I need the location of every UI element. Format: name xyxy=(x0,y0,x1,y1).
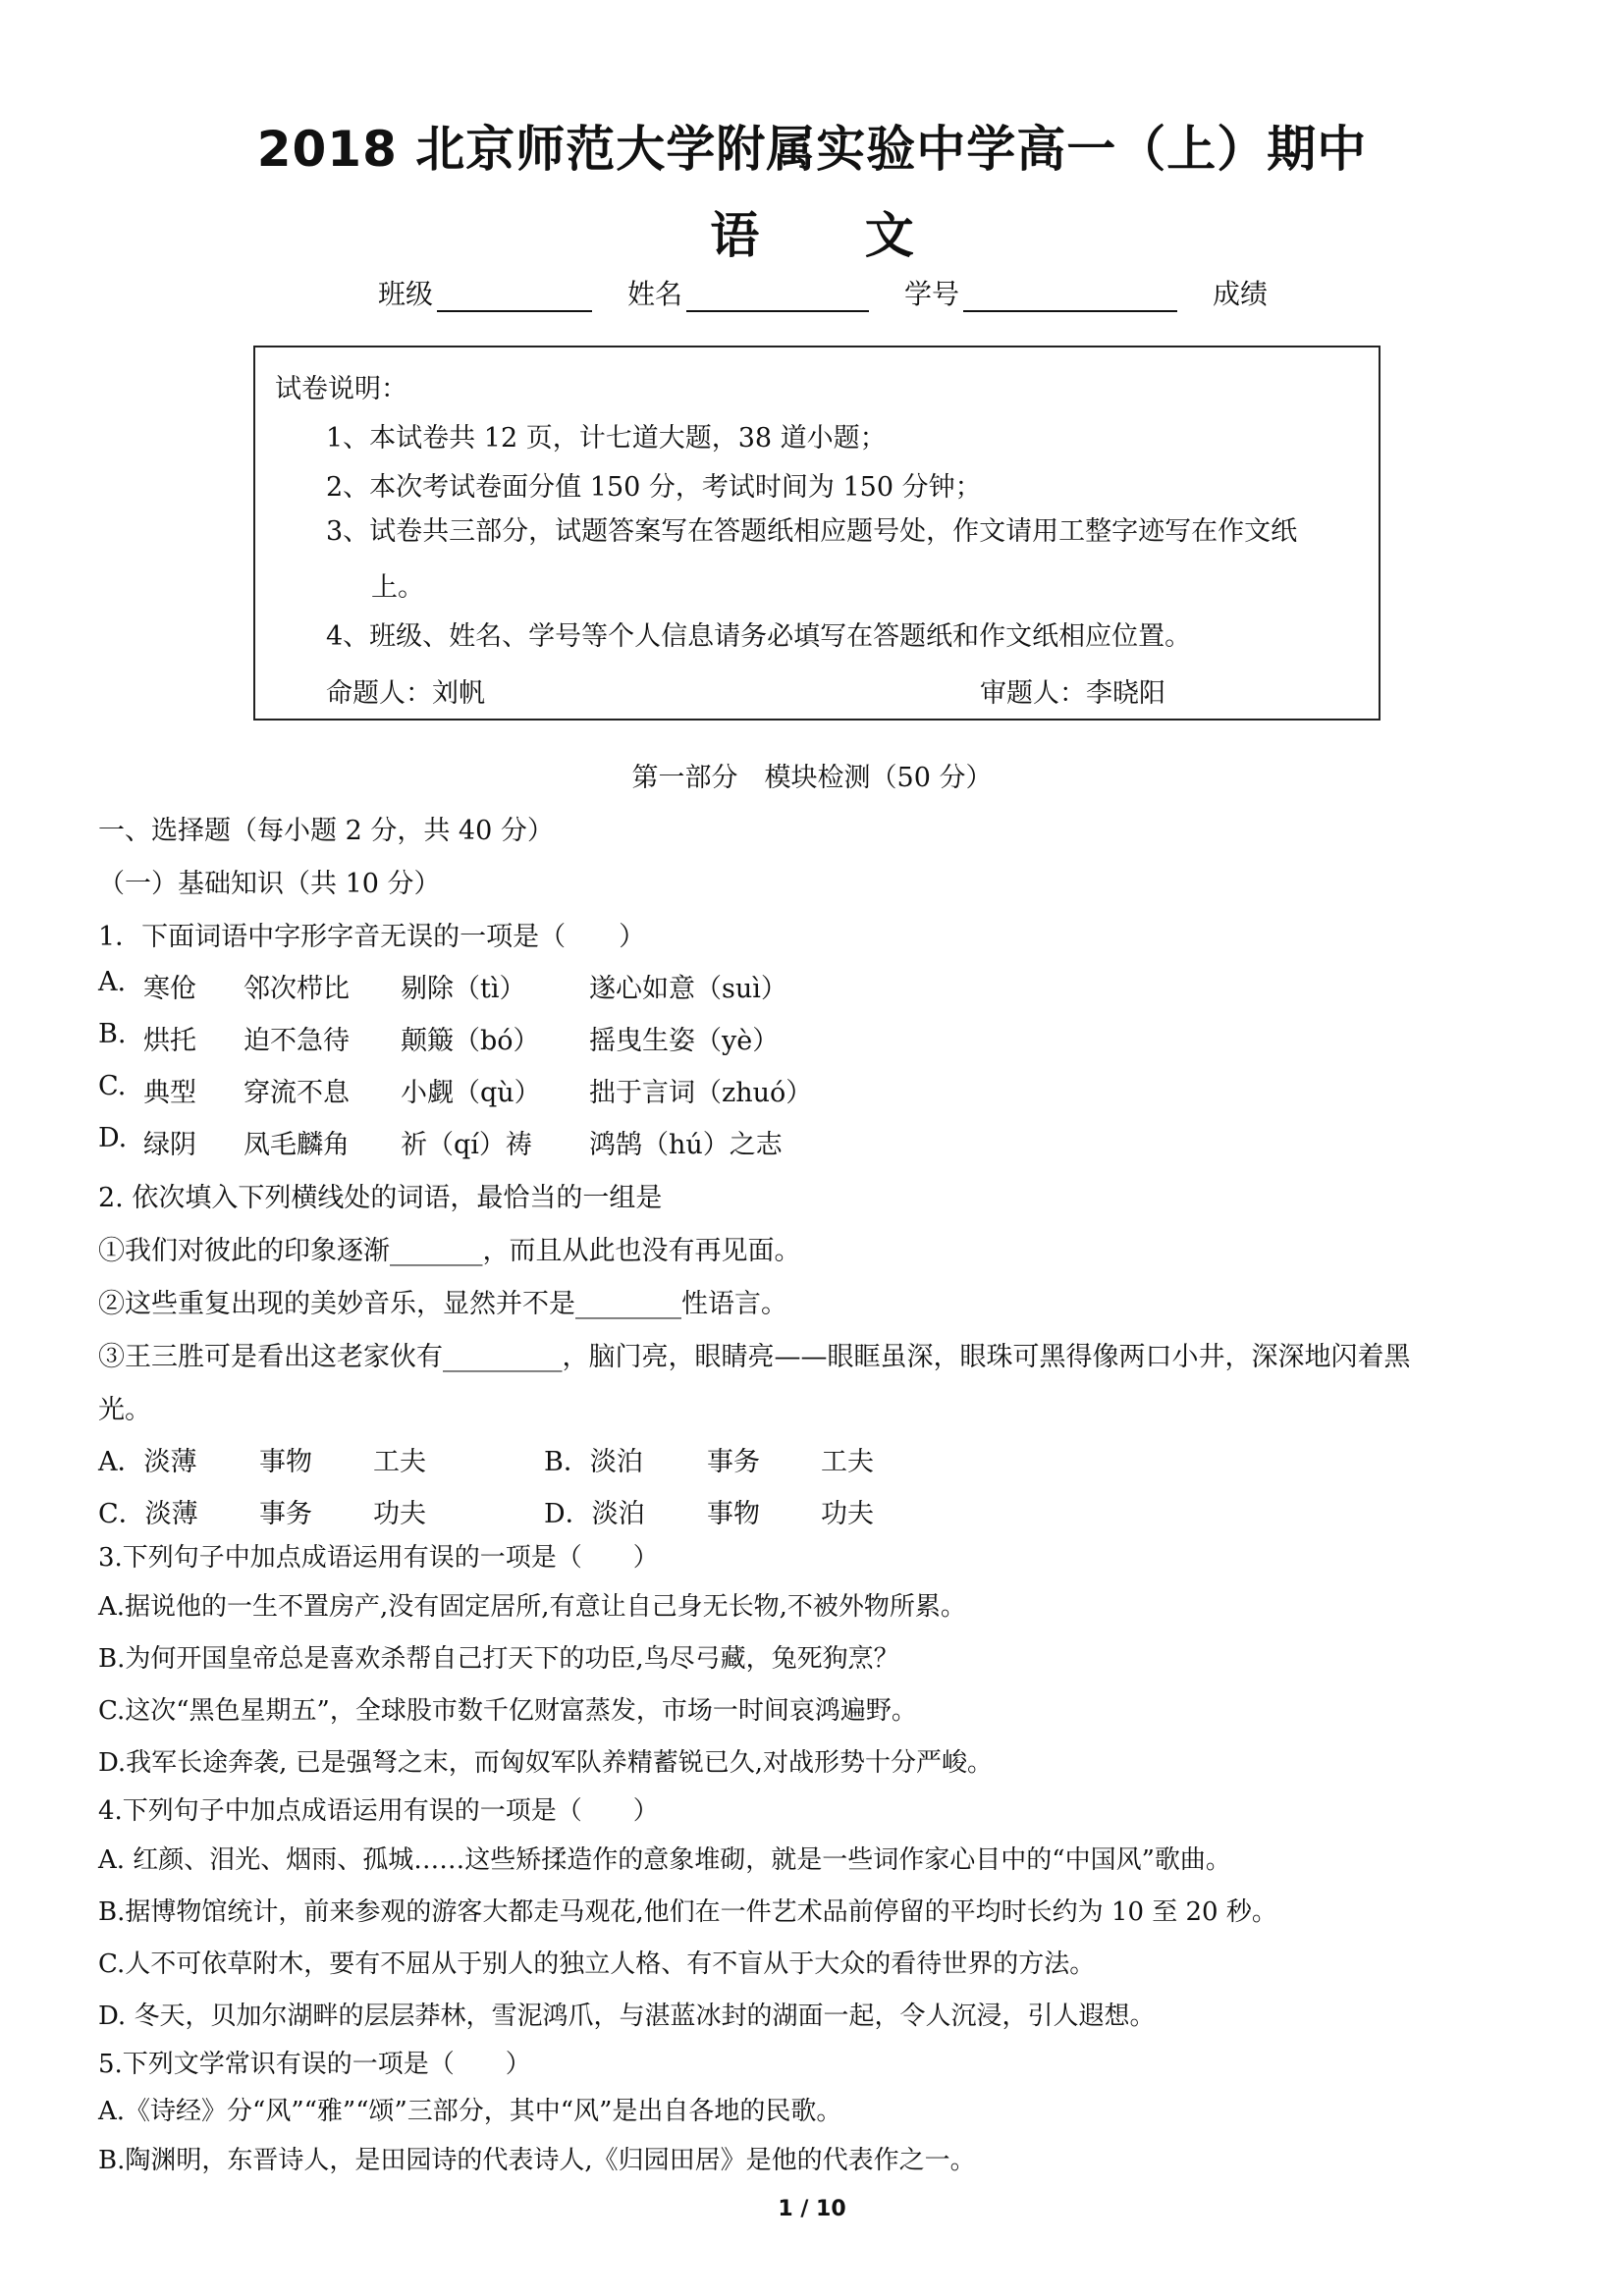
option-c-word-3: 小觑（qù） xyxy=(401,1078,541,1108)
notice-item: 4、班级、姓名、学号等个人信息请务必填写在答题纸和作文纸相应位置。 xyxy=(326,621,1192,652)
question-4-option-b: B.据博物馆统计，前来参观的游客大都走马观花,他们在一件艺术品前停留的平均时长约为 10 至 20 秒。 xyxy=(98,1897,1277,1927)
option-c-word-2: 穿流不息 xyxy=(244,1078,350,1108)
question-2-stem: 2. 依次填入下列横线处的词语，最恰当的一组是 xyxy=(98,1183,663,1213)
option-c-word-3: 功夫 xyxy=(373,1499,426,1529)
name-label: 姓名 xyxy=(627,278,683,310)
question-4-stem: 4.下列句子中加点成语运用有误的一项是（ ） xyxy=(98,1796,659,1826)
option-d-word-4: 鸿鹄（hú）之志 xyxy=(589,1130,783,1160)
question-2-sentence-1: ①我们对彼此的印象逐渐_______，而且从此也没有再见面。 xyxy=(98,1236,801,1266)
question-2-sentence-2: ②这些重复出现的美妙音乐，显然并不是________性语言。 xyxy=(98,1289,787,1319)
option-d-word-3: 功夫 xyxy=(821,1499,874,1529)
exam-title: 2018 北京师范大学附属实验中学高一（上）期中 xyxy=(256,121,1368,178)
option-d-letter: D. xyxy=(98,1123,128,1153)
option-d-word-1: 绿阴 xyxy=(143,1130,196,1160)
notice-item: 1、本试卷共 12 页，计七道大题，38 道小题； xyxy=(326,423,887,454)
option-c: C．淡薄 xyxy=(98,1499,198,1529)
option-c-letter: C. xyxy=(98,1071,127,1101)
subject-title: 语 文 xyxy=(710,207,914,264)
class-blank[interactable] xyxy=(437,285,592,312)
option-a-letter: A. xyxy=(98,967,127,997)
option-d: D．淡泊 xyxy=(544,1499,645,1529)
section-heading: 一、选择题（每小题 2 分，共 40 分） xyxy=(98,816,554,846)
option-c-word-2: 事务 xyxy=(259,1499,312,1529)
question-4-option-d: D. 冬天，贝加尔湖畔的层层莽林，雪泥鸿爪，与湛蓝冰封的湖面一起，令人沉浸，引人遐想。 xyxy=(98,2002,1156,2031)
question-1-stem: 1．下面词语中字形字音无误的一项是（ ） xyxy=(98,922,646,952)
option-a-word-2: 事物 xyxy=(259,1447,312,1477)
question-3-option-c: C.这次“黑色星期五”，全球股市数千亿财富蒸发，市场一时间哀鸿遍野。 xyxy=(98,1696,917,1726)
page-number: 1 / 10 xyxy=(778,2197,846,2221)
question-2-sentence-3-cont: 光。 xyxy=(98,1395,151,1425)
option-a-word-4: 遂心如意（suì） xyxy=(589,974,787,1004)
notice-item: 上。 xyxy=(371,572,424,603)
student-id-label: 学号 xyxy=(904,278,960,310)
part-heading: 第一部分 模块检测（50 分） xyxy=(631,763,993,793)
question-3-stem: 3.下列句子中加点成语运用有误的一项是（ ） xyxy=(98,1543,659,1573)
question-5-option-b: B.陶渊明，东晋诗人，是田园诗的代表诗人,《归园田居》是他的代表作之一。 xyxy=(98,2146,976,2175)
option-a-word-2: 邻次栉比 xyxy=(244,974,350,1004)
option-d-word-2: 凤毛麟角 xyxy=(244,1130,350,1160)
question-3-option-a: A.据说他的一生不置房产,没有固定居所,有意让自己身无长物,不被外物所累。 xyxy=(98,1592,966,1622)
option-a: A．淡薄 xyxy=(98,1447,197,1477)
option-a-word-3: 剔除（tì） xyxy=(401,974,526,1004)
exam-notice-box xyxy=(253,346,1380,721)
option-d-word-3: 祈（qí）祷 xyxy=(401,1130,532,1160)
option-c-word-4: 拙于言词（zhuó） xyxy=(589,1078,813,1108)
option-a-word-1: 寒伧 xyxy=(143,974,196,1004)
question-2-sentence-3: ③王三胜可是看出这老家伙有_________，脑门亮，眼睛亮——眼眶虽深，眼珠可黑得像两口小井，深深地闪着黑 xyxy=(98,1342,1411,1372)
author-credit: 命题人：刘帆 xyxy=(326,678,485,709)
student-id-blank[interactable] xyxy=(963,285,1177,312)
option-b-word-3: 工夫 xyxy=(821,1447,874,1477)
option-b-word-1: 烘托 xyxy=(143,1026,196,1056)
question-3-option-b: B.为何开国皇帝总是喜欢杀帮自己打天下的功臣,鸟尽弓藏，兔死狗烹？ xyxy=(98,1644,899,1674)
option-b-letter: B. xyxy=(98,1019,127,1049)
option-b: B．淡泊 xyxy=(544,1447,643,1477)
score-label: 成绩 xyxy=(1213,278,1269,310)
name-blank[interactable] xyxy=(686,285,869,312)
subsection-heading: （一）基础知识（共 10 分） xyxy=(98,869,441,899)
notice-item: 2、本次考试卷面分值 150 分，考试时间为 150 分钟； xyxy=(326,472,982,503)
option-b-word-3: 颠簸（bó） xyxy=(401,1026,540,1056)
option-b-word-2: 迫不急待 xyxy=(244,1026,350,1056)
question-5-option-a: A.《诗经》分“风”“雅”“颂”三部分，其中“风”是出自各地的民歌。 xyxy=(98,2097,842,2126)
option-b-word-2: 事务 xyxy=(707,1447,760,1477)
option-d-word-2: 事物 xyxy=(707,1499,760,1529)
class-label: 班级 xyxy=(378,278,434,310)
question-4-option-a: A. 红颜、泪光、烟雨、孤城……这些矫揉造作的意象堆砌，就是一些词作家心目中的“中国风”歌曲。 xyxy=(98,1845,1231,1875)
option-c-word-1: 典型 xyxy=(143,1078,196,1108)
question-5-stem: 5.下列文学常识有误的一项是（ ） xyxy=(98,2050,531,2079)
reviewer-credit: 审题人：李晓阳 xyxy=(980,678,1165,709)
question-3-option-d: D.我军长途奔袭, 已是强弩之末，而匈奴军队养精蓄锐已久,对战形势十分严峻。 xyxy=(98,1748,993,1778)
option-b-word-4: 摇曳生姿（yè） xyxy=(589,1026,780,1056)
student-info-row xyxy=(378,273,1272,312)
option-a-word-3: 工夫 xyxy=(373,1447,426,1477)
question-4-option-c: C.人不可依草附木，要有不屈从于别人的独立人格、有不盲从于大众的看待世界的方法。 xyxy=(98,1949,1096,1979)
notice-item: 3、试卷共三部分，试题答案写在答题纸相应题号处，作文请用工整字迹写在作文纸 xyxy=(326,516,1298,547)
notice-heading: 试卷说明： xyxy=(275,374,407,404)
